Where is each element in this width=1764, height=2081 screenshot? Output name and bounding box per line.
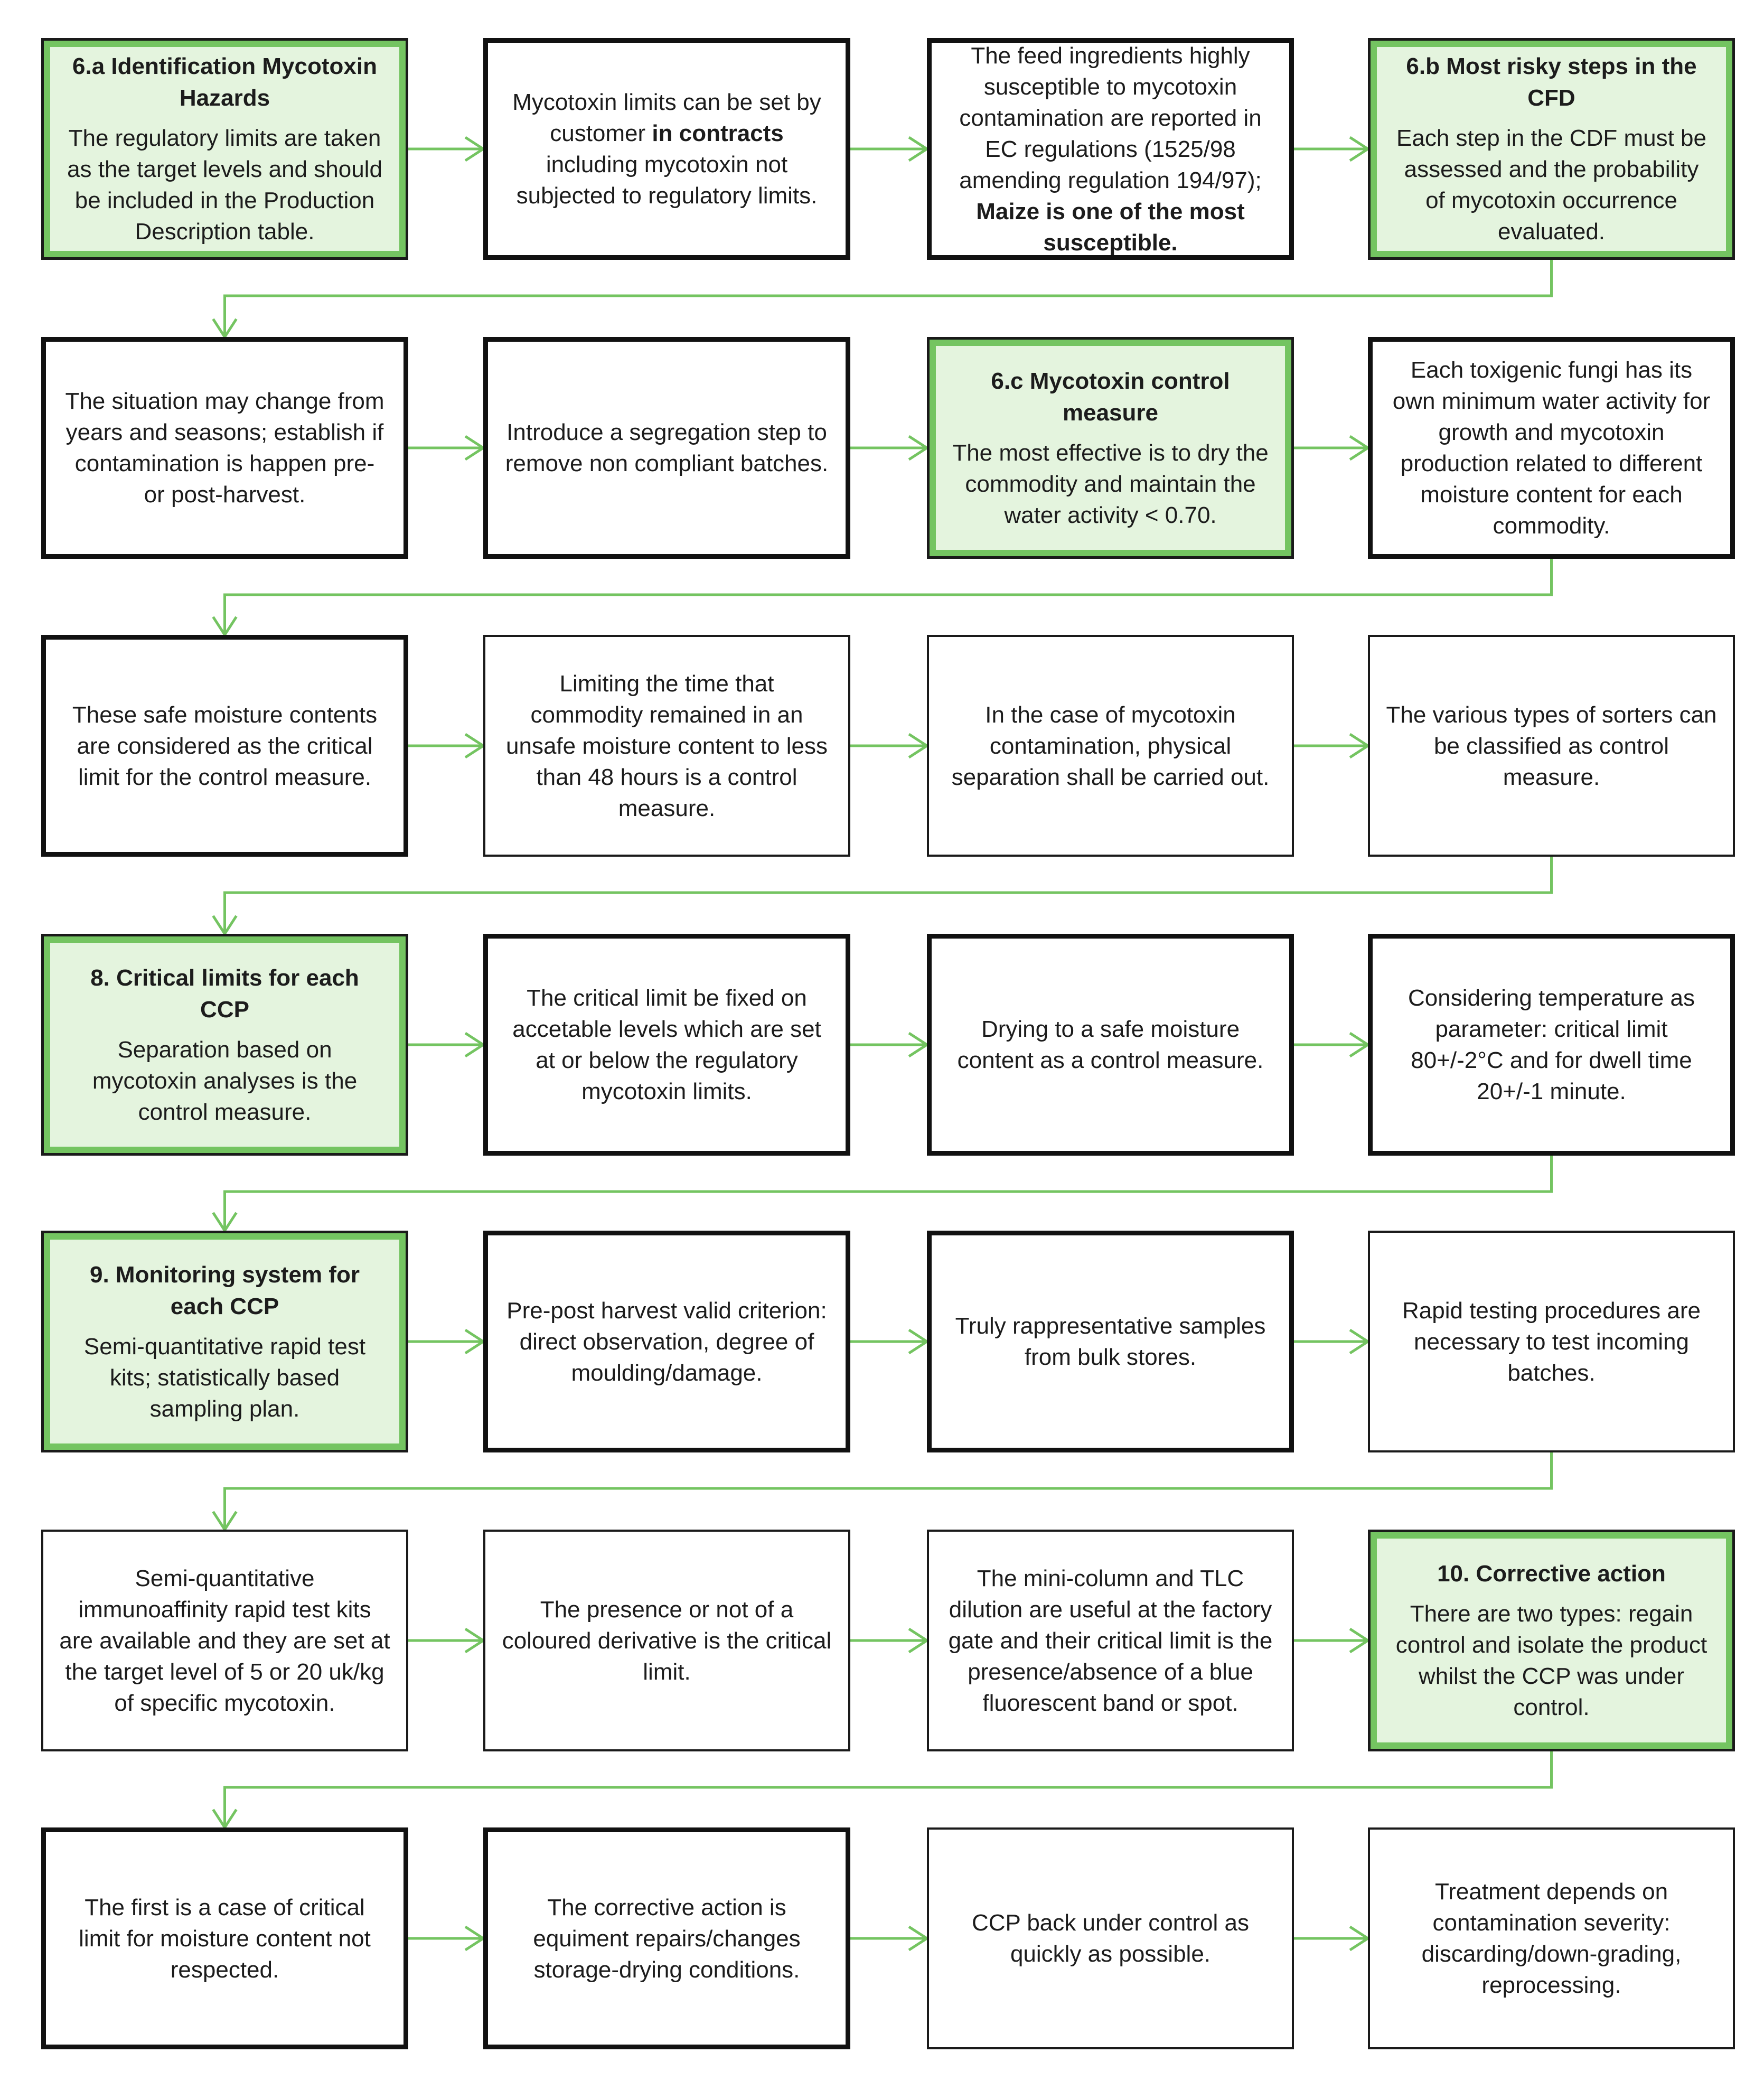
step-text <box>1392 1598 1711 1723</box>
step-highlight-box <box>1368 1530 1735 1751</box>
step-text <box>504 87 830 211</box>
step-text-part: The mini-column and TLC dilution are useful at the factory gate and their critical limit is the presence/absence of a blue fluorescent band or spot. <box>948 1565 1273 1716</box>
step-text-part: In the case of mycotoxin contamination, physical separation shall be carried out. <box>951 701 1270 790</box>
step-box <box>1368 1231 1735 1452</box>
row-connector <box>225 1751 1552 1827</box>
step-text <box>1386 1295 1717 1389</box>
step-text <box>504 982 830 1107</box>
step-text <box>947 40 1273 258</box>
step-heading: 6.b Most risky steps in the CFD <box>1406 53 1697 111</box>
step-box <box>41 1827 408 2049</box>
step-text <box>501 1594 832 1688</box>
step-box <box>483 934 850 1156</box>
row-connector <box>225 260 1552 337</box>
step-text <box>62 1892 388 1985</box>
step-text-part: Mycotoxin limits can be set by customer <box>512 89 821 146</box>
step-text <box>65 1034 384 1128</box>
step-text-part: The most effective is to dry the commodity and maintain the water activity < 0.70. <box>952 439 1269 528</box>
step-box <box>927 635 1294 857</box>
step-highlight-box <box>1368 38 1735 260</box>
step-text-part: These safe moisture contents are considered as the critical limit for the control measure. <box>72 701 378 790</box>
step-heading: 8. Critical limits for each CCP <box>90 964 359 1023</box>
row-connector <box>225 1156 1552 1231</box>
step-text-part: The regulatory limits are taken as the target levels and should be included in the Production Description table. <box>67 125 382 245</box>
step-box <box>41 635 408 857</box>
step-text <box>65 123 384 247</box>
step-box <box>483 1530 850 1751</box>
step-text <box>62 699 388 793</box>
step-text-part: including mycotoxin not subjected to regulatory limits. <box>516 152 818 209</box>
step-text <box>1386 699 1717 793</box>
step-text <box>945 699 1276 793</box>
step-highlight-box <box>41 38 408 260</box>
step-box <box>483 337 850 559</box>
step-box <box>483 1231 850 1452</box>
step-heading: 10. Corrective action <box>1437 1561 1666 1587</box>
step-text-part: The critical limit be fixed on accetable levels which are set at or below the regulatory mycotoxin limits. <box>512 985 821 1104</box>
step-box <box>41 1530 408 1751</box>
step-text-part: Treatment depends on contamination severity: discarding/down-grading, reprocessing. <box>1421 1879 1682 1998</box>
step-text <box>504 1892 830 1985</box>
step-box <box>483 635 850 857</box>
step-text <box>947 1014 1273 1076</box>
step-text <box>1388 982 1714 1107</box>
step-highlight-box <box>927 337 1294 559</box>
step-text-part: Rapid testing procedures are necessary to test incoming batches. <box>1402 1297 1701 1386</box>
step-text <box>947 1310 1273 1373</box>
step-heading: 6.c Mycotoxin control measure <box>991 368 1230 426</box>
step-text-part: Each toxigenic fungi has its own minimum water activity for growth and mycotoxin production related to different moisture content for each commodity. <box>1392 357 1711 539</box>
row-connector <box>225 559 1552 635</box>
step-text-part: Truly rappresentative samples from bulk stores. <box>955 1313 1266 1370</box>
step-text-part: Limiting the time that commodity remained in an unsafe moisture content to less than 48 hours is a control measure. <box>506 670 828 821</box>
step-text-part: The first is a case of critical limit for moisture content not respected. <box>79 1894 371 1983</box>
step-box <box>927 1231 1294 1452</box>
step-text-part: Each step in the CDF must be assessed and the probability of mycotoxin occurrence evaluated. <box>1396 125 1706 245</box>
step-box <box>1368 934 1735 1156</box>
step-box <box>927 1530 1294 1751</box>
step-text <box>59 1563 390 1719</box>
step-text-part: The corrective action is equiment repairs/changes storage-drying conditions. <box>533 1894 801 1983</box>
step-text-emphasis: Maize is one of the most susceptible. <box>976 198 1245 256</box>
step-text-part: Drying to a safe moisture content as a control measure. <box>957 1016 1264 1073</box>
step-box <box>927 934 1294 1156</box>
step-text-part: CCP back under control as quickly as possible. <box>971 1910 1249 1967</box>
step-text <box>504 417 830 479</box>
step-text <box>1392 123 1711 247</box>
step-text <box>65 1331 384 1424</box>
step-text-part: The presence or not of a coloured derivative is the critical limit. <box>502 1596 832 1685</box>
step-text-part: Considering temperature as parameter: critical limit 80+/-2°C and for dwell time 20+/-1 minute. <box>1408 985 1695 1104</box>
step-text <box>501 668 832 824</box>
step-text <box>945 1563 1276 1719</box>
step-text <box>1388 354 1714 541</box>
step-box <box>927 1827 1294 2049</box>
step-box <box>483 38 850 260</box>
step-box <box>927 38 1294 260</box>
step-text <box>1386 1876 1717 2001</box>
step-text <box>62 386 388 510</box>
step-text <box>945 1907 1276 1970</box>
step-box <box>1368 635 1735 857</box>
step-highlight-box <box>41 1231 408 1452</box>
step-heading: 6.a Identification Mycotoxin Hazards <box>72 53 377 111</box>
step-text-part: Introduce a segregation step to remove non compliant batches. <box>505 419 829 476</box>
step-text-part: Semi-quantitative immunoaffinity rapid test kits are available and they are set at the target level of 5 or 20 uk/kg of specific mycotoxin. <box>59 1565 390 1716</box>
step-box <box>1368 1827 1735 2049</box>
step-text-part: The feed ingredients highly susceptible to mycotoxin contamination are reported in EC regulations (1525/98 amending regulation 194/97); <box>959 42 1262 193</box>
step-box <box>41 337 408 559</box>
step-text <box>951 437 1270 531</box>
step-text-part: Semi-quantitative rapid test kits; statistically based sampling plan. <box>83 1333 366 1422</box>
step-text-part: Pre-post harvest valid criterion: direct observation, degree of moulding/damage. <box>506 1297 827 1386</box>
step-text-part: There are two types: regain control and isolate the product whilst the CCP was under control. <box>1395 1601 1707 1720</box>
step-text-emphasis: in contracts <box>652 120 784 146</box>
step-text-part: The various types of sorters can be classified as control measure. <box>1386 701 1717 790</box>
step-box <box>483 1827 850 2049</box>
row-connector <box>225 1452 1552 1530</box>
row-connector <box>225 857 1552 934</box>
step-text <box>504 1295 830 1389</box>
step-text-part: Separation based on mycotoxin analyses is the control measure. <box>92 1036 358 1125</box>
step-highlight-box <box>41 934 408 1156</box>
step-box <box>1368 337 1735 559</box>
step-text-part: The situation may change from years and seasons; establish if contamination is happen pre- or post-harvest. <box>65 388 384 508</box>
step-heading: 9. Monitoring system for each CCP <box>90 1261 360 1319</box>
